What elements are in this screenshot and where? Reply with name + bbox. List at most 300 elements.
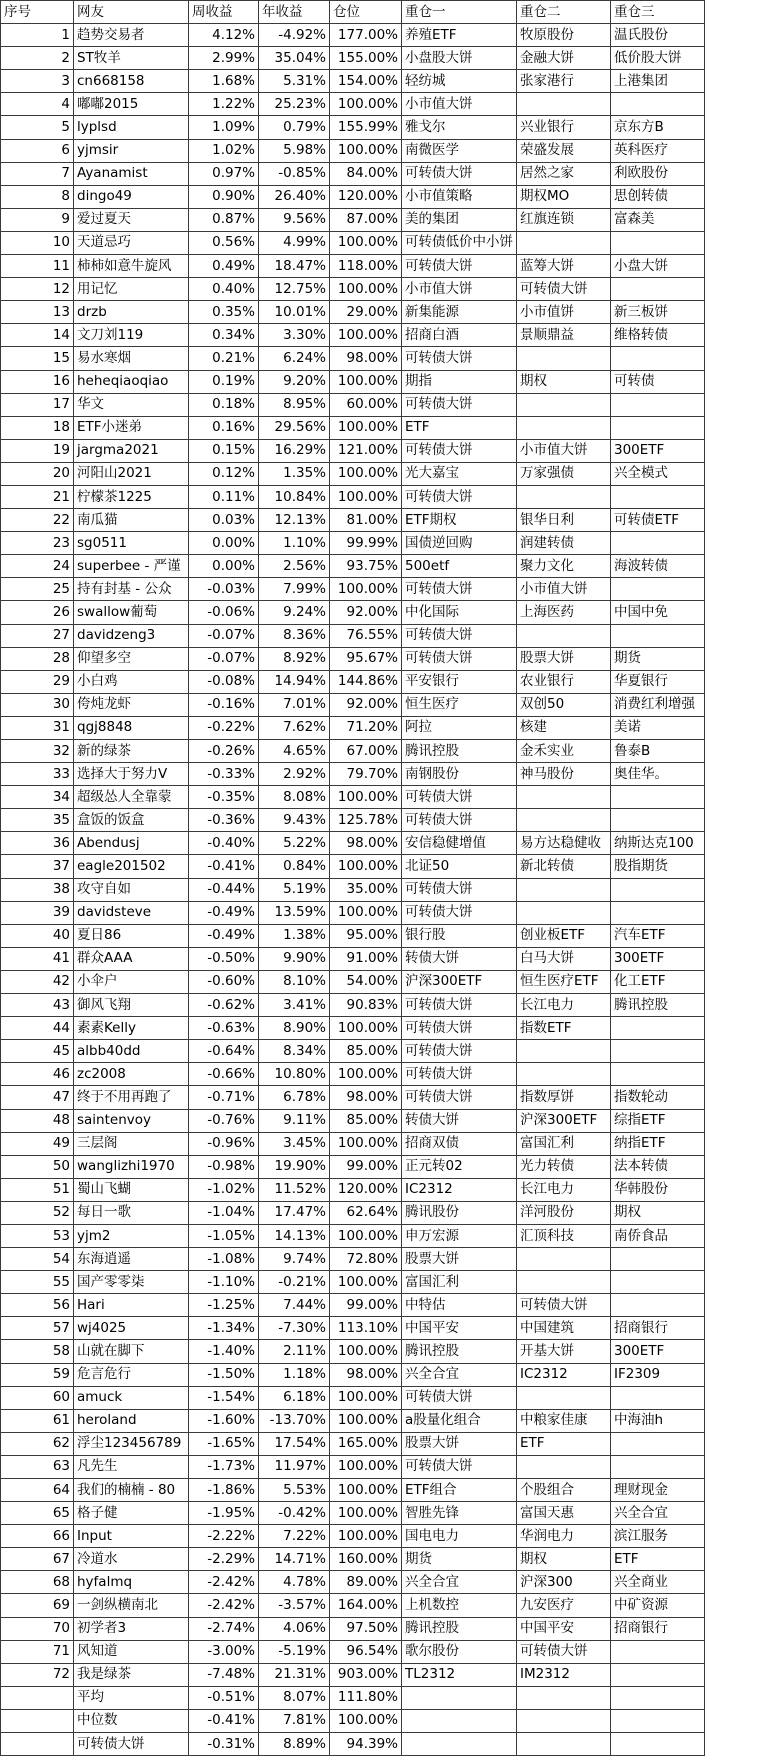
- cell-position: 92.00%: [330, 601, 402, 624]
- table-row: [1, 416, 705, 439]
- table-row: [1, 578, 705, 601]
- cell-position: 76.55%: [330, 624, 402, 647]
- cell-holding-2: [517, 1733, 611, 1756]
- cell-holding-3: [611, 347, 705, 370]
- cell-weekly-return: 0.56%: [189, 231, 259, 254]
- cell-position: 100.00%: [330, 1224, 402, 1247]
- cell-position: 125.78%: [330, 809, 402, 832]
- cell-position: 100.00%: [330, 324, 402, 347]
- table-row: [1, 970, 705, 993]
- cell-seq: 3: [1, 70, 74, 93]
- cell-holding-2: IM2312: [517, 1663, 611, 1686]
- cell-position: 95.67%: [330, 647, 402, 670]
- cell-user: Abendusj: [74, 832, 189, 855]
- cell-holding-2: 创业板ETF: [517, 924, 611, 947]
- table-row: [1, 532, 705, 555]
- cell-position: 100.00%: [330, 1386, 402, 1409]
- cell-position: 155.99%: [330, 116, 402, 139]
- cell-annual-return: 8.92%: [259, 647, 330, 670]
- cell-holding-3: 兴全模式: [611, 462, 705, 485]
- cell-holding-2: 期权: [517, 1548, 611, 1571]
- cell-user: ST牧羊: [74, 47, 189, 70]
- cell-position: 29.00%: [330, 301, 402, 324]
- cell-seq: 21: [1, 485, 74, 508]
- cell-holding-2: 牧原股份: [517, 24, 611, 47]
- cell-position: 100.00%: [330, 1479, 402, 1502]
- cell-annual-return: -0.42%: [259, 1502, 330, 1525]
- cell-holding-1: 可转债大饼: [402, 1017, 517, 1040]
- cell-holding-3: 美诺: [611, 716, 705, 739]
- cell-holding-3: 可转债ETF: [611, 509, 705, 532]
- cell-position: 100.00%: [330, 1132, 402, 1155]
- table-row: [1, 439, 705, 462]
- cell-position: 100.00%: [330, 231, 402, 254]
- cell-seq: 6: [1, 139, 74, 162]
- cell-annual-return: 9.43%: [259, 809, 330, 832]
- cell-holding-3: 期货: [611, 647, 705, 670]
- table-row: [1, 116, 705, 139]
- cell-holding-1: 安信稳健增值: [402, 832, 517, 855]
- cell-weekly-return: -7.48%: [189, 1663, 259, 1686]
- cell-seq: [1, 1709, 74, 1732]
- cell-holding-2: 沪深300ETF: [517, 1109, 611, 1132]
- cell-seq: 1: [1, 24, 74, 47]
- cell-annual-return: 25.23%: [259, 93, 330, 116]
- cell-position: 90.83%: [330, 994, 402, 1017]
- cell-holding-2: [517, 624, 611, 647]
- cell-annual-return: 10.84%: [259, 485, 330, 508]
- cell-user: 群众AAA: [74, 947, 189, 970]
- cell-seq: 37: [1, 855, 74, 878]
- cell-holding-2: 恒生医疗ETF: [517, 970, 611, 993]
- cell-holding-3: [611, 1640, 705, 1663]
- cell-holding-3: 指数轮动: [611, 1086, 705, 1109]
- cell-position: 98.00%: [330, 347, 402, 370]
- cell-seq: 23: [1, 532, 74, 555]
- cell-holding-1: 国电电力: [402, 1525, 517, 1548]
- cell-holding-3: [611, 231, 705, 254]
- cell-annual-return: 8.95%: [259, 393, 330, 416]
- cell-annual-return: 3.41%: [259, 994, 330, 1017]
- cell-user: 风知道: [74, 1640, 189, 1663]
- cell-annual-return: 5.98%: [259, 139, 330, 162]
- table-row: [1, 1086, 705, 1109]
- cell-weekly-return: 0.34%: [189, 324, 259, 347]
- cell-holding-2: 可转债大饼: [517, 1294, 611, 1317]
- header-holding-1: 重仓一: [402, 1, 517, 24]
- cell-position: 87.00%: [330, 208, 402, 231]
- cell-weekly-return: -1.40%: [189, 1340, 259, 1363]
- cell-position: 92.00%: [330, 693, 402, 716]
- table-row: [1, 1432, 705, 1455]
- cell-holding-1: [402, 1686, 517, 1709]
- table-row: [1, 231, 705, 254]
- cell-user: 河阳山2021: [74, 462, 189, 485]
- cell-weekly-return: -0.49%: [189, 901, 259, 924]
- table-row: [1, 1248, 705, 1271]
- cell-holding-2: [517, 786, 611, 809]
- cell-weekly-return: -0.63%: [189, 1017, 259, 1040]
- cell-holding-1: 期货: [402, 1548, 517, 1571]
- cell-user: 格子健: [74, 1502, 189, 1525]
- cell-holding-2: [517, 231, 611, 254]
- cell-holding-1: 平安银行: [402, 670, 517, 693]
- cell-seq: 50: [1, 1155, 74, 1178]
- cell-holding-2: 上海医药: [517, 601, 611, 624]
- cell-holding-3: [611, 393, 705, 416]
- table-row: [1, 693, 705, 716]
- cell-user: 山就在脚下: [74, 1340, 189, 1363]
- cell-user: 蜀山飞蝴: [74, 1178, 189, 1201]
- cell-user: davidsteve: [74, 901, 189, 924]
- table-row: [1, 740, 705, 763]
- cell-position: 100.00%: [330, 416, 402, 439]
- cell-annual-return: 17.54%: [259, 1432, 330, 1455]
- cell-holding-2: [517, 1686, 611, 1709]
- cell-position: 72.80%: [330, 1248, 402, 1271]
- cell-position: 97.50%: [330, 1617, 402, 1640]
- cell-weekly-return: -0.07%: [189, 624, 259, 647]
- cell-annual-return: 21.31%: [259, 1663, 330, 1686]
- cell-holding-2: 富国汇利: [517, 1132, 611, 1155]
- cell-weekly-return: 0.49%: [189, 255, 259, 278]
- cell-annual-return: 11.52%: [259, 1178, 330, 1201]
- cell-weekly-return: 0.15%: [189, 439, 259, 462]
- cell-user: 初学者3: [74, 1617, 189, 1640]
- cell-holding-2: 中粮家佳康: [517, 1409, 611, 1432]
- cell-annual-return: 8.36%: [259, 624, 330, 647]
- cell-holding-3: 鲁泰B: [611, 740, 705, 763]
- cell-seq: 57: [1, 1317, 74, 1340]
- cell-holding-2: [517, 809, 611, 832]
- cell-seq: 27: [1, 624, 74, 647]
- cell-seq: 55: [1, 1271, 74, 1294]
- cell-position: 60.00%: [330, 393, 402, 416]
- cell-holding-1: ETF期权: [402, 509, 517, 532]
- cell-user: swallow葡萄: [74, 601, 189, 624]
- cell-seq: 13: [1, 301, 74, 324]
- cell-holding-3: [611, 278, 705, 301]
- cell-seq: 72: [1, 1663, 74, 1686]
- cell-user: drzb: [74, 301, 189, 324]
- cell-user: 每日一歌: [74, 1201, 189, 1224]
- cell-holding-1: 中化国际: [402, 601, 517, 624]
- cell-annual-return: 1.38%: [259, 924, 330, 947]
- cell-annual-return: 19.90%: [259, 1155, 330, 1178]
- cell-annual-return: 5.53%: [259, 1479, 330, 1502]
- cell-seq: 38: [1, 878, 74, 901]
- table-row: [1, 624, 705, 647]
- cell-user: 嘟嘟2015: [74, 93, 189, 116]
- cell-user: 爱过夏天: [74, 208, 189, 231]
- cell-annual-return: 6.24%: [259, 347, 330, 370]
- table-row: [1, 716, 705, 739]
- cell-holding-1: 股票大饼: [402, 1248, 517, 1271]
- cell-weekly-return: -0.41%: [189, 1709, 259, 1732]
- cell-weekly-return: -0.66%: [189, 1063, 259, 1086]
- cell-holding-3: [611, 1733, 705, 1756]
- cell-seq: 29: [1, 670, 74, 693]
- cell-holding-2: 中国平安: [517, 1617, 611, 1640]
- cell-holding-2: 可转债大饼: [517, 278, 611, 301]
- cell-annual-return: -4.92%: [259, 24, 330, 47]
- table-row: [1, 1548, 705, 1571]
- cell-holding-1: 歌尔股份: [402, 1640, 517, 1663]
- cell-holding-1: 可转债大饼: [402, 485, 517, 508]
- cell-holding-3: 综指ETF: [611, 1109, 705, 1132]
- cell-holding-3: [611, 578, 705, 601]
- cell-position: 100.00%: [330, 1340, 402, 1363]
- cell-user: 冷道水: [74, 1548, 189, 1571]
- cell-holding-1: 可转债大饼: [402, 1063, 517, 1086]
- table-row: [1, 185, 705, 208]
- cell-holding-1: 中国平安: [402, 1317, 517, 1340]
- cell-seq: 65: [1, 1502, 74, 1525]
- cell-seq: 40: [1, 924, 74, 947]
- cell-holding-1: 可转债大饼: [402, 393, 517, 416]
- cell-annual-return: 7.99%: [259, 578, 330, 601]
- cell-holding-2: 华润电力: [517, 1525, 611, 1548]
- cell-holding-3: 温氏股份: [611, 24, 705, 47]
- cell-holding-2: [517, 1271, 611, 1294]
- cell-holding-3: 英科医疗: [611, 139, 705, 162]
- cell-user: 夏日86: [74, 924, 189, 947]
- cell-holding-1: 兴全合宜: [402, 1363, 517, 1386]
- cell-holding-3: 奥佳华。: [611, 763, 705, 786]
- cell-user: 南瓜猫: [74, 509, 189, 532]
- cell-user: superbee - 严谨: [74, 555, 189, 578]
- cell-seq: 63: [1, 1455, 74, 1478]
- cell-holding-2: 聚力文化: [517, 555, 611, 578]
- cell-holding-3: 滨江服务: [611, 1525, 705, 1548]
- cell-annual-return: 7.01%: [259, 693, 330, 716]
- table-row: [1, 485, 705, 508]
- cell-position: 91.00%: [330, 947, 402, 970]
- cell-weekly-return: -0.41%: [189, 855, 259, 878]
- cell-annual-return: 2.56%: [259, 555, 330, 578]
- cell-weekly-return: -0.49%: [189, 924, 259, 947]
- cell-seq: 71: [1, 1640, 74, 1663]
- cell-user: zc2008: [74, 1063, 189, 1086]
- cell-weekly-return: 0.40%: [189, 278, 259, 301]
- cell-user: eagle201502: [74, 855, 189, 878]
- cell-position: 100.00%: [330, 1017, 402, 1040]
- cell-holding-2: 易方达稳健收: [517, 832, 611, 855]
- cell-holding-2: 期权MO: [517, 185, 611, 208]
- cell-holding-1: [402, 1733, 517, 1756]
- cell-holding-1: 500etf: [402, 555, 517, 578]
- cell-seq: 19: [1, 439, 74, 462]
- table-row: [1, 1479, 705, 1502]
- cell-holding-1: 沪深300ETF: [402, 970, 517, 993]
- cell-annual-return: 17.47%: [259, 1201, 330, 1224]
- cell-holding-2: 润建转债: [517, 532, 611, 555]
- table-row: [1, 1363, 705, 1386]
- cell-holding-1: 可转债低价中小饼: [402, 231, 517, 254]
- cell-weekly-return: 0.16%: [189, 416, 259, 439]
- cell-position: 100.00%: [330, 1525, 402, 1548]
- cell-annual-return: 10.80%: [259, 1063, 330, 1086]
- cell-position: 93.75%: [330, 555, 402, 578]
- cell-seq: 35: [1, 809, 74, 832]
- cell-position: 84.00%: [330, 162, 402, 185]
- cell-holding-2: [517, 1386, 611, 1409]
- cell-holding-1: 小市值大饼: [402, 278, 517, 301]
- cell-annual-return: 2.11%: [259, 1340, 330, 1363]
- cell-position: 100.00%: [330, 278, 402, 301]
- table-row: [1, 1017, 705, 1040]
- cell-seq: 70: [1, 1617, 74, 1640]
- cell-weekly-return: 0.21%: [189, 347, 259, 370]
- cell-weekly-return: -1.86%: [189, 1479, 259, 1502]
- cell-seq: 2: [1, 47, 74, 70]
- cell-holding-3: [611, 624, 705, 647]
- cell-holding-2: [517, 416, 611, 439]
- cell-position: 165.00%: [330, 1432, 402, 1455]
- cell-holding-2: 期权: [517, 370, 611, 393]
- cell-weekly-return: -0.36%: [189, 809, 259, 832]
- cell-holding-3: [611, 809, 705, 832]
- cell-annual-return: 8.07%: [259, 1686, 330, 1709]
- cell-weekly-return: 1.02%: [189, 139, 259, 162]
- cell-weekly-return: 1.09%: [189, 116, 259, 139]
- table-row: [1, 786, 705, 809]
- cell-seq: 48: [1, 1109, 74, 1132]
- cell-holding-1: 转债大饼: [402, 947, 517, 970]
- cell-weekly-return: -1.50%: [189, 1363, 259, 1386]
- cell-holding-3: 招商银行: [611, 1617, 705, 1640]
- cell-holding-3: [611, 1294, 705, 1317]
- table-row: [1, 855, 705, 878]
- cell-holding-3: [611, 1017, 705, 1040]
- cell-seq: 58: [1, 1340, 74, 1363]
- cell-annual-return: 9.74%: [259, 1248, 330, 1271]
- cell-user: 终于不用再跑了: [74, 1086, 189, 1109]
- cell-seq: 33: [1, 763, 74, 786]
- cell-position: 94.39%: [330, 1733, 402, 1756]
- table-row: [1, 1617, 705, 1640]
- cell-user: 用记忆: [74, 278, 189, 301]
- cell-position: 100.00%: [330, 1502, 402, 1525]
- cell-weekly-return: 0.97%: [189, 162, 259, 185]
- cell-annual-return: -0.21%: [259, 1271, 330, 1294]
- cell-holding-3: 股指期货: [611, 855, 705, 878]
- cell-user: 选择大于努力V: [74, 763, 189, 786]
- cell-weekly-return: -0.22%: [189, 716, 259, 739]
- cell-seq: 18: [1, 416, 74, 439]
- cell-annual-return: 3.30%: [259, 324, 330, 347]
- cell-user: albb40dd: [74, 1040, 189, 1063]
- cell-annual-return: 7.22%: [259, 1525, 330, 1548]
- cell-weekly-return: -1.60%: [189, 1409, 259, 1432]
- cell-annual-return: 12.13%: [259, 509, 330, 532]
- cell-seq: 17: [1, 393, 74, 416]
- cell-seq: 66: [1, 1525, 74, 1548]
- cell-weekly-return: -1.08%: [189, 1248, 259, 1271]
- cell-seq: 60: [1, 1386, 74, 1409]
- cell-holding-1: a股量化组合: [402, 1409, 517, 1432]
- cell-holding-3: 京东方B: [611, 116, 705, 139]
- cell-position: 35.00%: [330, 878, 402, 901]
- cell-holding-3: 思创转债: [611, 185, 705, 208]
- cell-seq: 11: [1, 255, 74, 278]
- cell-holding-1: 美的集团: [402, 208, 517, 231]
- cell-holding-1: 光大嘉宝: [402, 462, 517, 485]
- cell-position: 100.00%: [330, 139, 402, 162]
- cell-weekly-return: -0.50%: [189, 947, 259, 970]
- cell-seq: 5: [1, 116, 74, 139]
- cell-weekly-return: -0.71%: [189, 1086, 259, 1109]
- table-row: [1, 1525, 705, 1548]
- cell-position: 62.64%: [330, 1201, 402, 1224]
- cell-holding-2: [517, 1040, 611, 1063]
- cell-seq: [1, 1733, 74, 1756]
- cell-user: cn668158: [74, 70, 189, 93]
- cell-holding-2: 中国建筑: [517, 1317, 611, 1340]
- cell-holding-2: 开基大饼: [517, 1340, 611, 1363]
- table-row: [1, 1709, 705, 1732]
- cell-user: 新的绿茶: [74, 740, 189, 763]
- cell-holding-1: 可转债大饼: [402, 578, 517, 601]
- cell-holding-1: 中特估: [402, 1294, 517, 1317]
- cell-seq: 16: [1, 370, 74, 393]
- cell-holding-2: [517, 393, 611, 416]
- cell-holding-1: 可转债大饼: [402, 624, 517, 647]
- cell-weekly-return: -0.76%: [189, 1109, 259, 1132]
- cell-holding-1: IC2312: [402, 1178, 517, 1201]
- cell-position: 98.00%: [330, 832, 402, 855]
- cell-annual-return: 5.31%: [259, 70, 330, 93]
- table-row: [1, 1733, 705, 1756]
- cell-annual-return: 13.59%: [259, 901, 330, 924]
- cell-holding-3: [611, 901, 705, 924]
- cell-annual-return: 8.90%: [259, 1017, 330, 1040]
- cell-user: 素素Kelly: [74, 1017, 189, 1040]
- cell-holding-2: 富国天惠: [517, 1502, 611, 1525]
- cell-user: 超级怂人全靠蒙: [74, 786, 189, 809]
- cell-holding-3: [611, 1040, 705, 1063]
- cell-seq: 46: [1, 1063, 74, 1086]
- cell-seq: 20: [1, 462, 74, 485]
- cell-seq: 10: [1, 231, 74, 254]
- cell-weekly-return: -0.44%: [189, 878, 259, 901]
- cell-holding-3: 300ETF: [611, 947, 705, 970]
- cell-holding-2: [517, 347, 611, 370]
- cell-holding-3: 纳指ETF: [611, 1132, 705, 1155]
- cell-annual-return: -0.85%: [259, 162, 330, 185]
- header-user: 网友: [74, 1, 189, 24]
- cell-user: 凡先生: [74, 1455, 189, 1478]
- table-row: [1, 994, 705, 1017]
- cell-holding-1: 国债逆回购: [402, 532, 517, 555]
- cell-holding-3: 兴全合宜: [611, 1502, 705, 1525]
- table-row: [1, 1040, 705, 1063]
- cell-seq: 36: [1, 832, 74, 855]
- cell-holding-3: 华韩股份: [611, 1178, 705, 1201]
- cell-holding-1: 上机数控: [402, 1594, 517, 1617]
- cell-position: 164.00%: [330, 1594, 402, 1617]
- table-row: [1, 208, 705, 231]
- cell-position: 113.10%: [330, 1317, 402, 1340]
- cell-position: 98.00%: [330, 1086, 402, 1109]
- cell-holding-2: 可转债大饼: [517, 1640, 611, 1663]
- cell-holding-2: [517, 485, 611, 508]
- cell-annual-return: -13.70%: [259, 1409, 330, 1432]
- cell-holding-3: 招商银行: [611, 1317, 705, 1340]
- table-row: [1, 278, 705, 301]
- cell-weekly-return: -0.08%: [189, 670, 259, 693]
- cell-holding-3: 新三板饼: [611, 301, 705, 324]
